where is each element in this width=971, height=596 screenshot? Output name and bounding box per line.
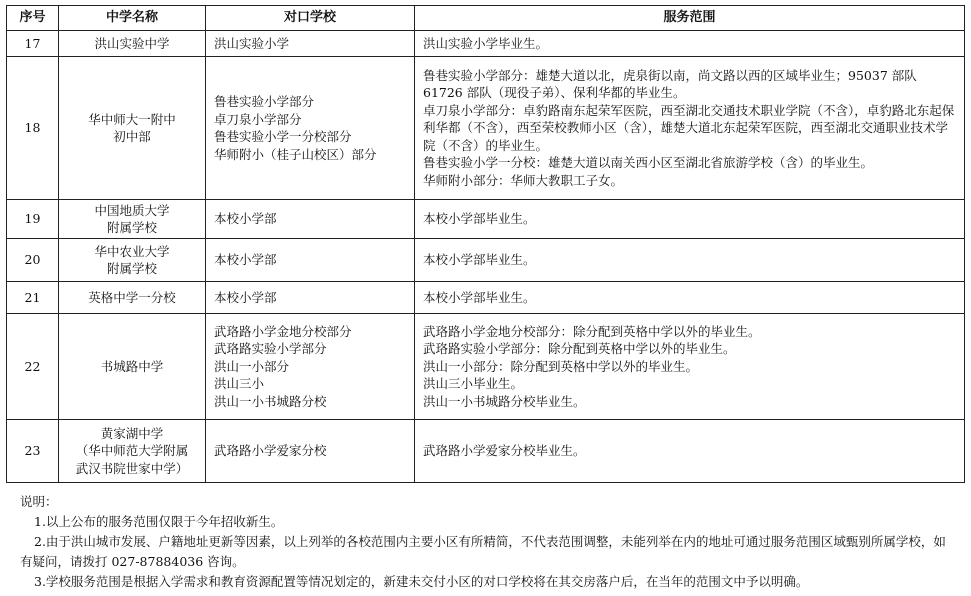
middle-school-name-line: 中国地质大学 bbox=[94, 202, 170, 218]
service-range-text bbox=[415, 239, 965, 282]
primary-school-list bbox=[206, 31, 415, 57]
table-header-row bbox=[7, 6, 965, 31]
service-range-text-line: 鲁巷实验小学一分校：雄楚大道以南关西小区至湖北省旅游学校（含）的毕业生。 bbox=[423, 155, 874, 171]
primary-school-list-line: 洪山三小 bbox=[214, 376, 265, 392]
row-number: 20 bbox=[7, 239, 59, 282]
middle-school-name-line: 黄家湖中学 bbox=[100, 425, 164, 441]
table-row bbox=[7, 57, 965, 200]
service-range-text-line: 洪山三小毕业生。 bbox=[423, 376, 524, 392]
primary-school-list-line: 洪山实验小学 bbox=[214, 35, 290, 51]
note-item-3: 3.学校服务范围是根据入学需求和教育资源配置等情况划定的，新建未交付小区的对口学校将在其交房落户后，在当年的范围文中予以明确。 bbox=[34, 574, 809, 589]
middle-school-name-line: 附属学校 bbox=[106, 220, 157, 235]
row-number: 18 bbox=[7, 57, 59, 200]
primary-school-list-line: 洪山一小部分 bbox=[214, 358, 290, 374]
service-range-text-line: 鲁巷实验小学部分：雄楚大道以北，虎泉街以南，尚文路以西的区域毕业生；95037 部队 61726 部队（现役子弟）、保利华都的毕业生。 bbox=[423, 67, 917, 101]
table-row bbox=[7, 314, 965, 420]
service-range-text bbox=[415, 282, 965, 314]
middle-school-name-line: 武汉书院世家中学） bbox=[75, 460, 189, 476]
middle-school-name-line: 附属学校 bbox=[106, 261, 157, 276]
primary-school-list-line: 本校小学部 bbox=[214, 252, 277, 268]
table-row bbox=[7, 200, 965, 239]
header-primary-school: 对口学校 bbox=[206, 6, 415, 31]
table-row bbox=[7, 282, 965, 314]
primary-school-list-line: 武珞路小学金地分校部分 bbox=[214, 323, 352, 339]
service-range-text-line: 武珞路小学爱家分校毕业生。 bbox=[423, 443, 586, 459]
primary-school-list bbox=[206, 282, 415, 314]
middle-school-name bbox=[59, 314, 206, 420]
primary-school-list bbox=[206, 420, 415, 483]
header-service-range: 服务范围 bbox=[415, 6, 965, 31]
middle-school-name-line: 洪山实验中学 bbox=[94, 35, 170, 51]
primary-school-list-line: 洪山一小书城路分校 bbox=[214, 393, 327, 409]
primary-school-list-line: 本校小学部 bbox=[214, 211, 277, 227]
service-range-text bbox=[415, 314, 965, 420]
row-number: 22 bbox=[7, 314, 59, 420]
middle-school-name bbox=[59, 420, 206, 483]
primary-school-list-line: 卓刀泉小学部分 bbox=[214, 111, 302, 127]
service-range-text-line: 本校小学部毕业生。 bbox=[423, 211, 536, 227]
middle-school-name bbox=[59, 200, 206, 239]
note-item-2: 2.由于洪山城市发展、户籍地址更新等因素，以上列举的各校范围内主要小区有所精简，不代表范围调整，未能列举在内的地址可通过服务范围区域甄别所属学校，如有疑问，请拨打 027-87884036 咨询。 bbox=[20, 534, 946, 569]
row-number: 17 bbox=[7, 31, 59, 57]
service-range-text-line: 洪山实验小学毕业生。 bbox=[423, 35, 549, 51]
service-range-table bbox=[6, 5, 965, 483]
middle-school-name bbox=[59, 282, 206, 314]
table-row bbox=[7, 420, 965, 483]
primary-school-list-line: 本校小学部 bbox=[214, 289, 277, 305]
service-range-text-line: 武珞路实验小学部分：除分配到英格中学以外的毕业生。 bbox=[423, 341, 736, 357]
notes-section bbox=[20, 492, 955, 592]
middle-school-name-line: 英格中学一分校 bbox=[88, 289, 176, 305]
middle-school-name bbox=[59, 239, 206, 282]
service-range-text-line: 洪山一小部分：除分配到英格中学以外的毕业生。 bbox=[423, 358, 699, 374]
middle-school-name bbox=[59, 57, 206, 200]
primary-school-list-line: 武珞路小学爱家分校 bbox=[214, 443, 327, 459]
notes-title: 说明： bbox=[20, 494, 58, 509]
header-no: 序号 bbox=[7, 6, 59, 31]
primary-school-list-line: 武珞路实验小学部分 bbox=[214, 341, 327, 357]
row-number: 23 bbox=[7, 420, 59, 483]
primary-school-list bbox=[206, 239, 415, 282]
service-range-text bbox=[415, 31, 965, 57]
primary-school-list bbox=[206, 57, 415, 200]
service-range-text-line: 华师附小部分：华师大教职工子女。 bbox=[423, 172, 624, 188]
service-range-text bbox=[415, 200, 965, 239]
service-range-text-line: 洪山一小书城路分校毕业生。 bbox=[423, 393, 586, 409]
middle-school-name-line: 华中农业大学 bbox=[94, 243, 170, 259]
primary-school-list-line: 华师附小（桂子山校区）部分 bbox=[214, 146, 377, 162]
table-body bbox=[7, 31, 965, 483]
note-item-1: 1.以上公布的服务范围仅限于今年招收新生。 bbox=[34, 514, 284, 529]
table-row bbox=[7, 31, 965, 57]
row-number: 19 bbox=[7, 200, 59, 239]
service-range-text-line: 本校小学部毕业生。 bbox=[423, 289, 536, 305]
middle-school-name-line: 华中师大一附中 bbox=[88, 111, 176, 127]
service-range-text-line: 卓刀泉小学部分：卓豹路南东起荣军医院，西至湖北交通技术职业学院（不含），卓豹路北东起保利华都（不含），西至荣校教师小区（含），雄楚大道北东起荣军医院，西至湖北交通职业技术学院（不含）的毕业生。 bbox=[423, 102, 955, 153]
middle-school-name bbox=[59, 31, 206, 57]
table-row bbox=[7, 239, 965, 282]
service-range-text bbox=[415, 420, 965, 483]
middle-school-name-line: （华中师范大学附属 bbox=[75, 443, 189, 459]
primary-school-list-line: 鲁巷实验小学一分校部分 bbox=[214, 129, 352, 144]
row-number: 21 bbox=[7, 282, 59, 314]
middle-school-name-line: 书城路中学 bbox=[100, 358, 164, 374]
service-range-text bbox=[415, 57, 965, 200]
primary-school-list-line: 鲁巷实验小学部分 bbox=[214, 94, 315, 109]
service-range-text-line: 本校小学部毕业生。 bbox=[423, 252, 536, 268]
primary-school-list bbox=[206, 200, 415, 239]
middle-school-name-line: 初中部 bbox=[113, 129, 151, 144]
primary-school-list bbox=[206, 314, 415, 420]
header-middle-school: 中学名称 bbox=[59, 6, 206, 31]
service-range-text-line: 武珞路小学金地分校部分：除分配到英格中学以外的毕业生。 bbox=[423, 323, 761, 339]
